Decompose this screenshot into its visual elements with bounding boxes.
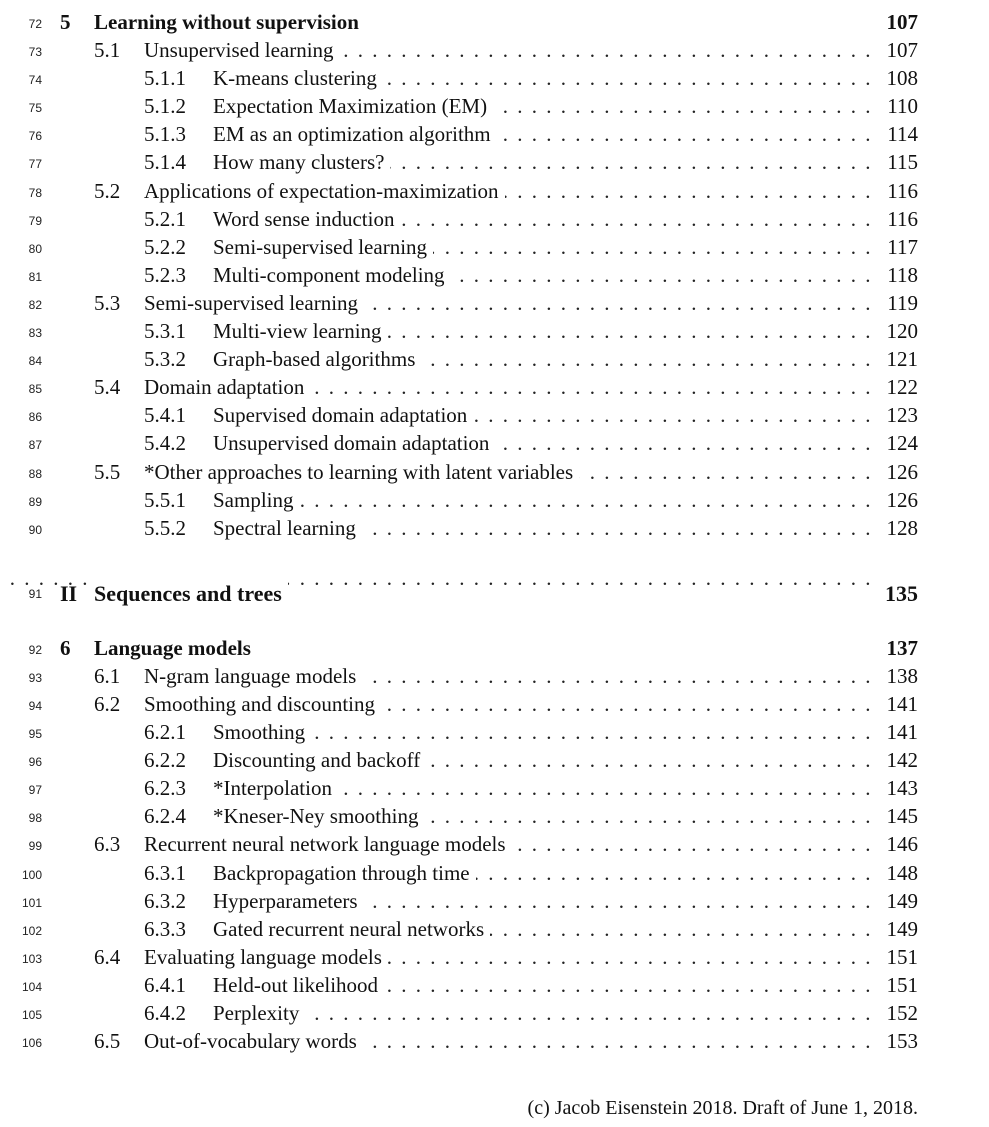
toc-subsection-row[interactable] bbox=[0, 401, 989, 429]
entry-title: Sequences and trees bbox=[94, 580, 288, 608]
entry-page: 151 bbox=[881, 943, 919, 971]
entry-number: 6.2.1 bbox=[144, 720, 186, 745]
entry-number: 5 bbox=[60, 10, 71, 34]
entry-page: 108 bbox=[881, 64, 919, 92]
line-number: 97 bbox=[28, 783, 42, 798]
line-number: 74 bbox=[28, 73, 42, 88]
entry-number: 5.2.2 bbox=[144, 234, 186, 259]
entry-page: 117 bbox=[881, 233, 918, 261]
entry-title: Language models bbox=[94, 634, 257, 662]
entry-page: 138 bbox=[881, 662, 919, 690]
toc-subsection-row[interactable] bbox=[0, 514, 989, 542]
toc-subsection-row[interactable] bbox=[0, 746, 989, 774]
entry-number: 5.1.3 bbox=[144, 122, 186, 147]
entry-title: Discounting and backoff bbox=[213, 746, 426, 774]
line-number: 86 bbox=[28, 410, 42, 425]
entry-page: 126 bbox=[881, 458, 919, 486]
entry-page: 143 bbox=[881, 774, 919, 802]
entry-title: Word sense induction bbox=[213, 205, 400, 233]
entry-number: 5.5.1 bbox=[144, 487, 186, 512]
line-number: 95 bbox=[28, 727, 42, 742]
line-number: 100 bbox=[21, 867, 42, 882]
line-number: 102 bbox=[21, 923, 42, 938]
line-number: 88 bbox=[28, 466, 42, 481]
entry-title: Semi-supervised learning bbox=[144, 289, 364, 317]
entry-title: Evaluating language models bbox=[144, 943, 388, 971]
entry-number: 5.2 bbox=[94, 178, 121, 203]
entry-page: 116 bbox=[881, 177, 918, 205]
toc-subsection-row[interactable] bbox=[0, 92, 989, 120]
entry-title: *Kneser-Ney smoothing bbox=[213, 802, 424, 830]
entry-title: Applications of expectation-maximization bbox=[144, 177, 505, 205]
entry-title: Graph-based algorithms bbox=[213, 345, 421, 373]
entry-number: 6.3.3 bbox=[144, 916, 186, 941]
line-number: 72 bbox=[28, 17, 42, 31]
entry-title: Perplexity bbox=[213, 999, 305, 1027]
entry-page: 116 bbox=[881, 205, 918, 233]
toc-subsection-row[interactable] bbox=[0, 261, 989, 289]
line-number: 93 bbox=[28, 670, 42, 685]
entry-title: EM as an optimization algorithm bbox=[213, 120, 497, 148]
entry-page: 110 bbox=[881, 92, 918, 120]
entry-title: N-gram language models bbox=[144, 662, 362, 690]
entry-title: Unsupervised learning bbox=[144, 36, 340, 64]
entry-number: II bbox=[60, 580, 78, 606]
line-number: 105 bbox=[21, 1008, 42, 1022]
entry-page: 107 bbox=[881, 36, 919, 64]
entry-title: Held-out likelihood bbox=[213, 971, 384, 999]
entry-number: 6.2.4 bbox=[144, 804, 186, 829]
entry-number: 5.4 bbox=[94, 375, 121, 400]
line-number: 78 bbox=[28, 185, 42, 200]
toc-subsection-row[interactable] bbox=[0, 718, 989, 746]
line-number: 106 bbox=[21, 1036, 42, 1051]
entry-title: Spectral learning bbox=[213, 514, 362, 542]
entry-page: 145 bbox=[881, 802, 919, 830]
entry-number: 6.5 bbox=[94, 1029, 121, 1054]
line-number: 96 bbox=[28, 755, 42, 770]
entry-number: 6 bbox=[60, 635, 71, 660]
line-number: 82 bbox=[28, 297, 42, 312]
entry-page: 121 bbox=[881, 345, 919, 373]
line-number: 77 bbox=[28, 157, 42, 172]
line-number: 76 bbox=[28, 129, 42, 144]
entry-page: 126 bbox=[881, 486, 919, 514]
line-number: 80 bbox=[28, 241, 42, 256]
line-number: 75 bbox=[28, 101, 42, 116]
entry-number: 6.4 bbox=[94, 944, 121, 969]
entry-number: 6.1 bbox=[94, 663, 121, 688]
entry-title: Smoothing bbox=[213, 718, 311, 746]
toc-section-row[interactable] bbox=[0, 1027, 989, 1055]
line-number: 83 bbox=[28, 326, 42, 341]
line-number: 84 bbox=[28, 354, 42, 369]
line-number: 101 bbox=[21, 895, 42, 910]
entry-number: 6.2 bbox=[94, 691, 121, 716]
table-of-contents bbox=[0, 8, 989, 1055]
entry-number: 5.5.2 bbox=[144, 515, 186, 540]
entry-page: 120 bbox=[881, 317, 919, 345]
entry-number: 5.1.2 bbox=[144, 94, 186, 119]
entry-number: 6.3.1 bbox=[144, 860, 186, 885]
line-number: 81 bbox=[28, 269, 42, 284]
entry-title: How many clusters? bbox=[213, 148, 390, 176]
entry-page: 149 bbox=[881, 887, 919, 915]
leader-dots bbox=[213, 718, 885, 746]
toc-section-row[interactable] bbox=[0, 289, 989, 317]
toc-subsection-row[interactable] bbox=[0, 971, 989, 999]
toc-part-row[interactable] bbox=[0, 564, 989, 624]
toc-subsection-row[interactable] bbox=[0, 915, 989, 943]
entry-page: 152 bbox=[881, 999, 919, 1027]
entry-page: 118 bbox=[881, 261, 918, 289]
toc-subsection-row[interactable] bbox=[0, 887, 989, 915]
entry-number: 5.1 bbox=[94, 38, 121, 63]
entry-title: Unsupervised domain adaptation bbox=[213, 429, 495, 457]
line-number: 104 bbox=[21, 979, 42, 994]
entry-number: 6.4.2 bbox=[144, 1001, 186, 1025]
entry-title: Multi-component modeling bbox=[213, 261, 451, 289]
entry-number: 5.4.1 bbox=[144, 403, 186, 428]
entry-page: 119 bbox=[881, 289, 918, 317]
toc-subsection-row[interactable] bbox=[0, 64, 989, 92]
entry-title: Learning without supervision bbox=[94, 8, 365, 36]
toc-subsection-row[interactable] bbox=[0, 774, 989, 802]
entry-number: 5.1.4 bbox=[144, 150, 186, 175]
entry-page: 107 bbox=[881, 8, 919, 36]
entry-title: Gated recurrent neural networks bbox=[213, 915, 490, 943]
entry-title: Domain adaptation bbox=[144, 373, 310, 401]
toc-chapter-row[interactable] bbox=[0, 8, 989, 36]
toc-subsection-row[interactable] bbox=[0, 486, 989, 514]
toc-section-row[interactable] bbox=[0, 662, 989, 690]
line-number: 99 bbox=[28, 839, 42, 854]
toc-chapter-row[interactable] bbox=[0, 634, 989, 662]
entry-title: Semi-supervised learning bbox=[213, 233, 433, 261]
entry-number: 5.3 bbox=[94, 290, 121, 315]
line-number: 92 bbox=[28, 642, 42, 657]
entry-page: 142 bbox=[881, 746, 919, 774]
toc-subsection-row[interactable] bbox=[0, 233, 989, 261]
toc-subsection-row[interactable] bbox=[0, 120, 989, 148]
entry-page: 149 bbox=[881, 915, 919, 943]
entry-number: 5.3.2 bbox=[144, 347, 186, 372]
entry-title: Hyperparameters bbox=[213, 887, 364, 915]
line-number: 87 bbox=[28, 438, 42, 453]
entry-number: 5.3.1 bbox=[144, 319, 186, 344]
line-number: 90 bbox=[28, 522, 42, 537]
entry-page: 122 bbox=[881, 373, 919, 401]
entry-title: Supervised domain adaptation bbox=[213, 401, 473, 429]
line-number: 85 bbox=[28, 382, 42, 397]
toc-section-row[interactable] bbox=[0, 373, 989, 401]
line-number: 103 bbox=[21, 951, 42, 966]
toc-subsection-row[interactable] bbox=[0, 205, 989, 233]
leader-dots bbox=[213, 999, 885, 1027]
toc-section-row[interactable] bbox=[0, 943, 989, 971]
entry-page: 124 bbox=[881, 429, 919, 457]
entry-page: 141 bbox=[881, 690, 919, 718]
entry-page: 141 bbox=[881, 718, 919, 746]
entry-number: 6.2.2 bbox=[144, 748, 186, 773]
copyright-footer: (c) Jacob Eisenstein 2018. Draft of June 1, 2018. bbox=[527, 1097, 918, 1119]
toc-subsection-row[interactable] bbox=[0, 429, 989, 457]
line-number: 89 bbox=[28, 494, 42, 509]
line-number: 94 bbox=[28, 698, 42, 713]
line-number: 98 bbox=[28, 811, 42, 826]
toc-section-row[interactable] bbox=[0, 458, 989, 486]
entry-title: Backpropagation through time bbox=[213, 859, 476, 887]
toc-section-row[interactable] bbox=[0, 830, 989, 858]
entry-page: 137 bbox=[881, 634, 919, 662]
line-number: 73 bbox=[28, 45, 42, 60]
entry-title: Expectation Maximization (EM) bbox=[213, 92, 493, 120]
toc-section-row[interactable] bbox=[0, 690, 989, 718]
spacer bbox=[0, 624, 989, 634]
entry-number: 5.2.1 bbox=[144, 206, 186, 231]
entry-title: Out-of-vocabulary words bbox=[144, 1027, 363, 1055]
entry-title: Recurrent neural network language models bbox=[144, 830, 512, 858]
entry-number: 5.5 bbox=[94, 459, 121, 484]
entry-page: 123 bbox=[881, 401, 919, 429]
entry-number: 6.3.2 bbox=[144, 888, 186, 913]
entry-number: 5.2.3 bbox=[144, 262, 186, 287]
leader-dots bbox=[213, 486, 885, 514]
entry-title: *Interpolation bbox=[213, 774, 338, 802]
entry-number: 6.4.1 bbox=[144, 972, 186, 997]
spacer bbox=[0, 542, 989, 564]
entry-number: 5.4.2 bbox=[144, 431, 186, 456]
toc-subsection-row[interactable] bbox=[0, 148, 989, 176]
line-number: 91 bbox=[28, 586, 42, 601]
toc-section-row[interactable] bbox=[0, 36, 989, 64]
entry-title: Sampling bbox=[213, 486, 300, 514]
entry-page: 148 bbox=[881, 859, 919, 887]
entry-page: 135 bbox=[879, 580, 918, 608]
entry-title: Smoothing and discounting bbox=[144, 690, 381, 718]
entry-number: 6.2.3 bbox=[144, 776, 186, 801]
toc-subsection-row[interactable] bbox=[0, 317, 989, 345]
entry-page: 115 bbox=[881, 148, 918, 176]
toc-subsection-row[interactable] bbox=[0, 859, 989, 887]
toc-subsection-row[interactable] bbox=[0, 999, 989, 1027]
entry-title: *Other approaches to learning with latent variables bbox=[144, 458, 579, 486]
toc-subsection-row[interactable] bbox=[0, 802, 989, 830]
toc-section-row[interactable] bbox=[0, 177, 989, 205]
entry-page: 151 bbox=[881, 971, 919, 999]
entry-number: 5.1.1 bbox=[144, 66, 186, 91]
entry-page: 146 bbox=[881, 830, 919, 858]
entry-number: 6.3 bbox=[94, 832, 121, 857]
line-number: 79 bbox=[28, 213, 42, 228]
entry-title: K-means clustering bbox=[213, 64, 383, 92]
toc-subsection-row[interactable] bbox=[0, 345, 989, 373]
entry-page: 114 bbox=[881, 120, 918, 148]
entry-title: Multi-view learning bbox=[213, 317, 388, 345]
entry-page: 153 bbox=[881, 1027, 919, 1055]
entry-page: 128 bbox=[881, 514, 919, 542]
